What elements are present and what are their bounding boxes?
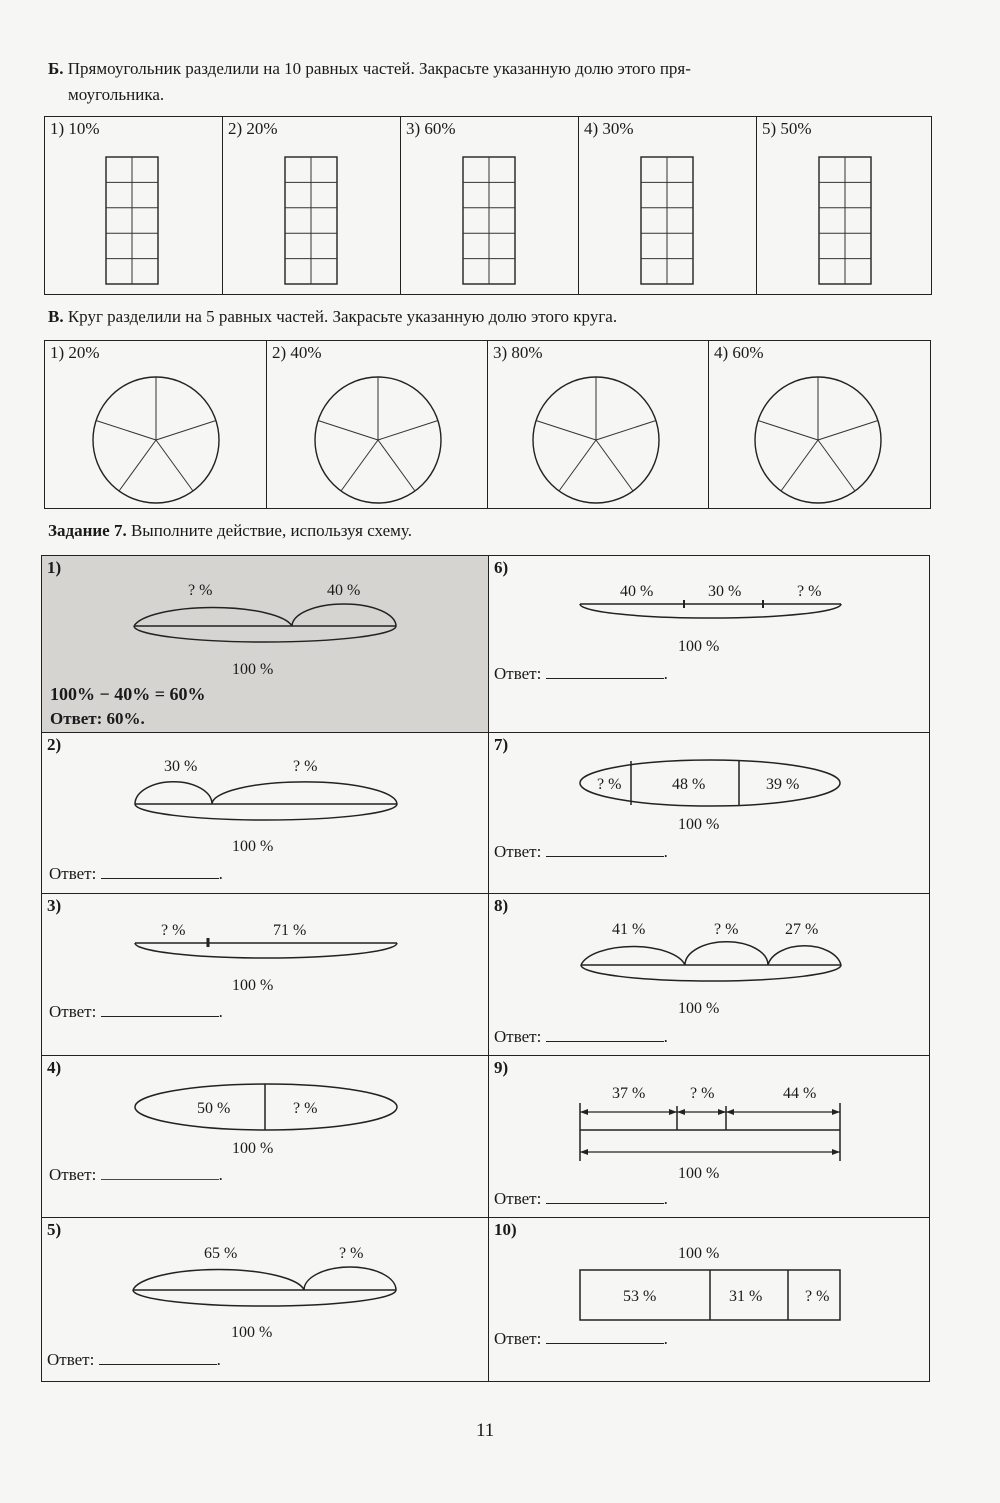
problem-9-number: 9) <box>494 1058 509 1077</box>
p8-label-a: 41 % <box>612 921 646 938</box>
problem-8-number: 8) <box>494 896 509 915</box>
problem-6-diagram <box>489 556 932 733</box>
p7-label-c: 39 % <box>766 776 800 793</box>
circle-label-3: 3) 80% <box>493 343 543 362</box>
problem-2-answer: Ответ: . <box>49 864 223 883</box>
problem-3-answer: Ответ: . <box>49 1002 223 1021</box>
problem-6-number: 6) <box>494 558 509 577</box>
problem-6-cell <box>489 556 930 733</box>
section-b-line1: Прямоугольник разделили на 10 равных частей. Закрасьте указанную долю этого пря- <box>67 59 691 78</box>
problem-4-number: 4) <box>47 1058 62 1077</box>
problem-3-cell <box>42 894 489 1056</box>
circle-cell-3 <box>488 341 709 509</box>
problem-4-cell <box>42 1056 489 1218</box>
p6-total: 100 % <box>678 638 720 655</box>
circle-cell-1 <box>45 341 267 509</box>
rectangles-table <box>44 116 932 295</box>
section-b-text-line2: моугольника. <box>68 85 165 104</box>
p4-label-b: ? % <box>293 1100 318 1117</box>
page-number: 11 <box>476 1420 495 1441</box>
circle-cell-2 <box>267 341 488 509</box>
p5-total: 100 % <box>231 1324 273 1341</box>
rect-cell-4 <box>579 117 757 295</box>
circle-cell-4 <box>709 341 931 509</box>
problem-9-answer: Ответ: . <box>494 1189 668 1208</box>
rect-10-parts-1 <box>105 156 161 286</box>
rect-label-3: 3) 60% <box>406 119 456 138</box>
problem-7-diagram <box>489 733 932 894</box>
p8-label-c: 27 % <box>785 921 819 938</box>
rect-cell-3 <box>401 117 579 295</box>
p7-label-a: ? % <box>597 776 622 793</box>
p9-label-a: 37 % <box>612 1085 646 1102</box>
p2-label-a: 30 % <box>164 758 198 775</box>
problem-1-cell <box>42 556 489 733</box>
problem-4-answer-blank[interactable] <box>101 1163 219 1180</box>
p6-label-b: 30 % <box>708 583 742 600</box>
problem-5-answer: Ответ: . <box>47 1350 221 1369</box>
problem-2-cell <box>42 733 489 894</box>
p3-total: 100 % <box>232 977 274 994</box>
p1-label-b: 40 % <box>327 582 361 599</box>
circle-5-parts-4 <box>753 375 883 505</box>
section-b-letter: Б. <box>48 59 64 78</box>
p6-label-c: ? % <box>797 583 822 600</box>
problem-5-answer-blank[interactable] <box>99 1348 217 1365</box>
rect-10-parts-5 <box>818 156 874 286</box>
task7-heading <box>48 518 412 544</box>
rect-cell-2 <box>223 117 401 295</box>
problem-4-diagram <box>42 1056 488 1218</box>
rect-cell-5 <box>757 117 932 295</box>
section-b-text <box>48 56 938 82</box>
p10-label-a: 53 % <box>623 1288 657 1305</box>
rect-10-parts-3 <box>462 156 518 286</box>
p1-label-a: ? % <box>188 582 213 599</box>
problem-1-answer: Ответ: 60%. <box>50 709 145 728</box>
problem-8-cell <box>489 894 930 1056</box>
rect-cell-1 <box>45 117 223 295</box>
circle-5-parts-1 <box>91 375 221 505</box>
p6-label-a: 40 % <box>620 583 654 600</box>
p4-label-a: 50 % <box>197 1100 231 1117</box>
p2-total: 100 % <box>232 838 274 855</box>
section-v-text <box>48 304 617 330</box>
p3-label-b: 71 % <box>273 922 307 939</box>
p4-total: 100 % <box>232 1140 274 1157</box>
p9-label-b: ? % <box>690 1085 715 1102</box>
p3-label-a: ? % <box>161 922 186 939</box>
circle-label-1: 1) 20% <box>50 343 100 362</box>
problem-10-answer: Ответ: . <box>494 1329 668 1348</box>
p5-label-b: ? % <box>339 1245 364 1262</box>
problem-7-number: 7) <box>494 735 509 754</box>
section-v-body: Круг разделили на 5 равных частей. Закрасьте указанную долю этого круга. <box>67 307 618 326</box>
p10-label-b: 31 % <box>729 1288 763 1305</box>
problem-1-solution: 100% − 40% = 60% <box>50 684 206 704</box>
problem-6-answer: Ответ: . <box>494 664 668 683</box>
problem-2-number: 2) <box>47 735 62 754</box>
p8-total: 100 % <box>678 1000 720 1017</box>
p7-label-b: 48 % <box>672 776 706 793</box>
p2-label-b: ? % <box>293 758 318 775</box>
p10-label-c: ? % <box>805 1288 830 1305</box>
task7-table <box>41 555 930 1382</box>
problem-7-answer-blank[interactable] <box>546 840 664 857</box>
p9-total: 100 % <box>678 1165 720 1182</box>
circle-label-4: 4) 60% <box>714 343 764 362</box>
problem-8-answer: Ответ: . <box>494 1027 668 1046</box>
p7-total: 100 % <box>678 816 720 833</box>
problem-10-diagram <box>489 1218 932 1382</box>
p10-total: 100 % <box>678 1245 720 1262</box>
problem-9-cell <box>489 1056 930 1218</box>
problem-3-number: 3) <box>47 896 62 915</box>
task7-title: Задание 7. <box>48 521 127 540</box>
problem-1-diagram <box>42 556 488 733</box>
problem-6-answer-blank[interactable] <box>546 662 664 679</box>
problem-3-answer-blank[interactable] <box>101 1000 219 1017</box>
problem-8-answer-blank[interactable] <box>546 1025 664 1042</box>
rect-label-2: 2) 20% <box>228 119 278 138</box>
problem-9-answer-blank[interactable] <box>546 1187 664 1204</box>
problem-4-answer: Ответ: . <box>49 1165 223 1184</box>
circles-table <box>44 340 931 509</box>
problem-7-cell <box>489 733 930 894</box>
problem-2-answer-blank[interactable] <box>101 862 219 879</box>
problem-10-answer-blank[interactable] <box>546 1327 664 1344</box>
circle-label-2: 2) 40% <box>272 343 322 362</box>
problem-10-cell <box>489 1218 930 1382</box>
problem-5-number: 5) <box>47 1220 62 1239</box>
problem-1-number: 1) <box>47 558 62 577</box>
circle-5-parts-3 <box>531 375 661 505</box>
section-v-letter: В. <box>48 307 64 326</box>
task7-instruction: Выполните действие, используя схему. <box>130 521 412 540</box>
p9-label-c: 44 % <box>783 1085 817 1102</box>
rect-label-1: 1) 10% <box>50 119 100 138</box>
rect-10-parts-2 <box>284 156 340 286</box>
p8-label-b: ? % <box>714 921 739 938</box>
problem-5-cell <box>42 1218 489 1382</box>
rect-label-5: 5) 50% <box>762 119 812 138</box>
circle-5-parts-2 <box>313 375 443 505</box>
p1-total: 100 % <box>232 661 274 678</box>
problem-10-number: 10) <box>494 1220 517 1239</box>
p5-label-a: 65 % <box>204 1245 238 1262</box>
rect-label-4: 4) 30% <box>584 119 634 138</box>
problem-3-diagram <box>42 894 488 1056</box>
problem-7-answer: Ответ: . <box>494 842 668 861</box>
rect-10-parts-4 <box>640 156 696 286</box>
